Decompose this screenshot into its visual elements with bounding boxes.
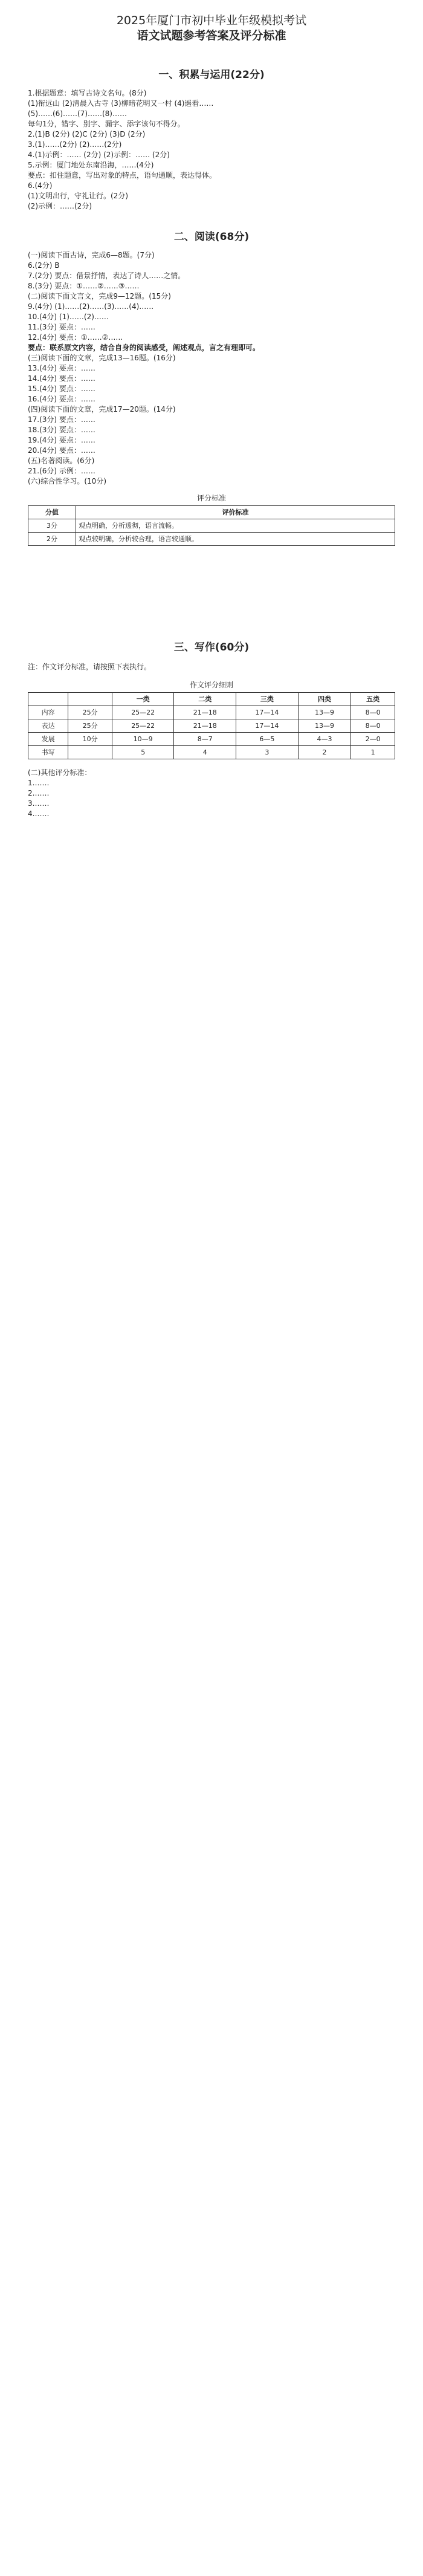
table1 <box>28 505 395 546</box>
table-cell: 21—18 <box>174 706 236 719</box>
s2-line: 15.(4分) 要点：…… <box>28 384 95 393</box>
s2-line: 13.(4分) 要点：…… <box>28 364 95 372</box>
s2-line: 21.(6分) 示例：…… <box>28 467 95 475</box>
s1-line: 2.(1)B (2分) (2)C (2分) (3)D (2分) <box>28 130 146 138</box>
s2-line: 8.(3分) 要点：①……②……③…… <box>28 282 140 290</box>
s1-line: (1)衔远山 (2)清晨入古寺 (3)柳暗花明又一村 (4)遥看…… <box>28 99 214 108</box>
section3-note: 注：作文评分标准，请按照下表执行。 <box>28 663 152 671</box>
s2-line: 6.(2分) B <box>28 261 60 270</box>
s2-line: 14.(4分) 要点：…… <box>28 374 95 383</box>
s1-line: 5.示例：厦门地处东南沿海，……(4分) <box>28 161 154 169</box>
table-cell: 2—0 <box>351 733 395 746</box>
table-cell: 10分 <box>68 733 112 746</box>
rubric-table <box>28 692 395 759</box>
rubric-header <box>68 693 112 706</box>
s2-line: 10.(4分) (1)……(2)…… <box>28 313 109 321</box>
table-row <box>28 519 395 533</box>
s2-line: 20.(4分) 要点：…… <box>28 446 95 455</box>
table-cell: 1 <box>351 746 395 759</box>
table-cell: 13—9 <box>298 719 351 733</box>
table-cell: 4—3 <box>298 733 351 746</box>
s2-line: (六)综合性学习。(10分) <box>28 477 106 485</box>
document-title: 2025年厦门市初中毕业年级模拟考试 <box>116 14 307 27</box>
table-cell: 内容 <box>28 706 68 719</box>
section3-heading: 三、写作(60分) <box>173 641 250 654</box>
table-cell: 25—22 <box>112 719 174 733</box>
rubric-header <box>28 693 68 706</box>
footer-line: 3.…… <box>28 799 50 808</box>
s2-line: (二)阅读下面文言文，完成9—12题。(15分) <box>28 292 171 300</box>
table-cell: 10—9 <box>112 733 174 746</box>
s1-line: 4.(1)示例：…… (2分) (2)示例：…… (2分) <box>28 151 170 159</box>
s2-line: (四)阅读下面的文章，完成17—20题。(14分) <box>28 405 176 414</box>
footer-line: (二)其他评分标准： <box>28 768 92 777</box>
table-cell: 13—9 <box>298 706 351 719</box>
table-cell: 8—0 <box>351 719 395 733</box>
s2-line: 18.(3分) 要点：…… <box>28 426 95 434</box>
table-cell: 25分 <box>68 706 112 719</box>
table-row <box>28 746 395 759</box>
s2-line: 17.(3分) 要点：…… <box>28 415 95 424</box>
table-cell: 书写 <box>28 746 68 759</box>
s1-line: 要点：扣住题意，写出对象的特点，语句通顺，表达得体。 <box>28 171 217 180</box>
footer-line: 1.…… <box>28 779 50 787</box>
table1-header: 评价标准 <box>76 506 395 519</box>
s1-line: (5)……(6)……(7)……(8)…… <box>28 109 127 118</box>
footer-notes <box>28 768 395 819</box>
footer-line: 2.…… <box>28 789 50 797</box>
table-cell: 8—7 <box>174 733 236 746</box>
s2-line: 16.(4分) 要点：…… <box>28 395 95 403</box>
section2-body <box>28 250 395 487</box>
rubric-header: 三类 <box>236 693 299 706</box>
table-cell: 3分 <box>28 519 76 533</box>
s1-line: (1)文明出行，守礼让行。(2分) <box>28 192 128 200</box>
s2-line: (五)名著阅读。(6分) <box>28 456 95 465</box>
s2-highlight: 要点：联系原文内容，结合自身的阅读感受，阐述观点，言之有理即可。 <box>28 343 260 352</box>
table-cell: 表达 <box>28 719 68 733</box>
s2-line: (一)阅读下面古诗，完成6—8题。(7分) <box>28 251 155 259</box>
table-cell: 17—14 <box>236 719 299 733</box>
s1-line: 6.(4分) <box>28 181 53 190</box>
table-row <box>28 533 395 546</box>
rubric-header: 四类 <box>298 693 351 706</box>
footer-line: 4.…… <box>28 809 50 818</box>
table-cell: 3 <box>236 746 299 759</box>
table-cell: 观点明确，分析透彻，语言流畅。 <box>76 519 395 533</box>
s2-line: 12.(4分) 要点：①……②…… <box>28 333 123 342</box>
table-cell: 观点较明确，分析较合理，语言较通顺。 <box>76 533 395 546</box>
section2-heading: 二、阅读(68分) <box>173 231 250 243</box>
table-row <box>28 733 395 746</box>
table-cell: 发展 <box>28 733 68 746</box>
document-subtitle: 语文试题参考答案及评分标准 <box>137 29 286 42</box>
s1-line: 每句1分，错字、别字、漏字、添字该句不得分。 <box>28 120 185 128</box>
s2-line: 11.(3分) 要点：…… <box>28 323 95 331</box>
table-cell: 2 <box>298 746 351 759</box>
s2-line: (三)阅读下面的文章，完成13—16题。(16分) <box>28 354 176 362</box>
s1-line: 3.(1)……(2分) (2)……(2分) <box>28 140 122 149</box>
s2-line: 9.(4分) (1)……(2)……(3)……(4)…… <box>28 302 154 311</box>
section1-body <box>28 88 395 212</box>
table-cell: 6—5 <box>236 733 299 746</box>
table-cell <box>68 746 112 759</box>
rubric-header: 一类 <box>112 693 174 706</box>
table-cell: 21—18 <box>174 719 236 733</box>
table-row <box>28 706 395 719</box>
table-cell: 8—0 <box>351 706 395 719</box>
table-cell: 2分 <box>28 533 76 546</box>
table-cell: 4 <box>174 746 236 759</box>
s2-line: 19.(4分) 要点：…… <box>28 436 95 444</box>
s1-line: (2)示例：……(2分) <box>28 202 92 210</box>
section1-heading: 一、积累与运用(22分) <box>158 69 265 81</box>
table-row <box>28 719 395 733</box>
rubric-header: 二类 <box>174 693 236 706</box>
table1-header: 分值 <box>28 506 76 519</box>
s1-line: 1.根据题意：填写古诗文名句。(8分) <box>28 89 147 97</box>
section3-caption: 作文评分细则 <box>189 681 233 689</box>
table-cell: 17—14 <box>236 706 299 719</box>
table-cell: 25—22 <box>112 706 174 719</box>
table-cell: 5 <box>112 746 174 759</box>
rubric-header: 五类 <box>351 693 395 706</box>
table-cell: 25分 <box>68 719 112 733</box>
s2-line: 7.(2分) 要点：借景抒情，表达了诗人……之情。 <box>28 271 186 280</box>
table1-caption: 评分标准 <box>196 494 226 502</box>
